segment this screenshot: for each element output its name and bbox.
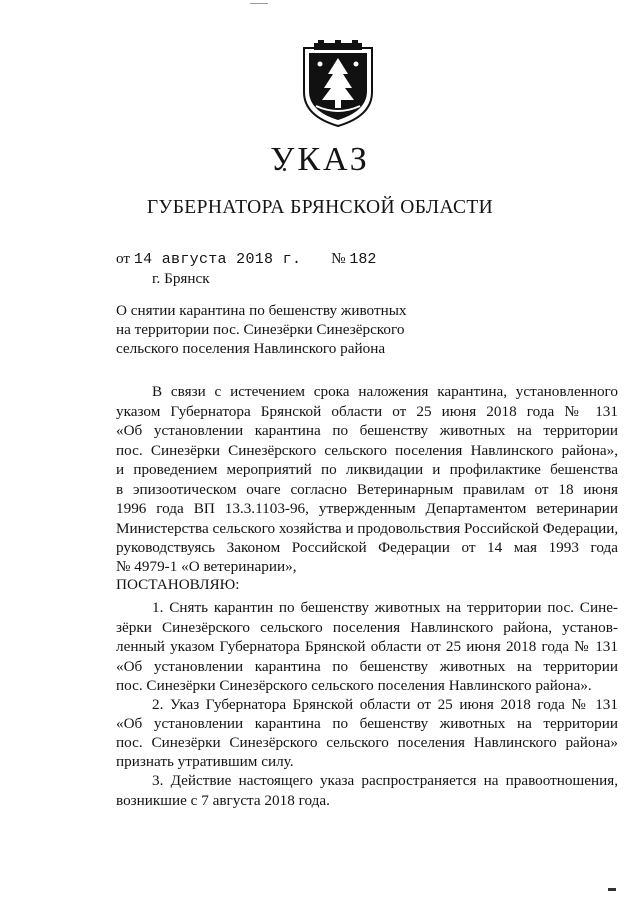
document-title: УКАЗ <box>270 141 370 178</box>
item-1-line-2: зёрки Синезёрского сельского поселения Навлинского района, установ- <box>116 619 618 636</box>
decree-word: ПОСТАНОВЛЯЮ: <box>116 576 240 593</box>
item-1-line-4: «Об установлении карантина по бешенству животных на территории <box>116 658 618 675</box>
number-prefix: № <box>331 250 346 267</box>
coat-of-arms-icon <box>300 40 376 128</box>
item-2-line-2: «Об установлении карантина по бешенству животных на территории <box>116 715 618 732</box>
item-2-line-1: 2. Указ Губернатора Брянской области от 25 июня 2018 года № 131 <box>152 696 618 713</box>
preamble-line-7: 1996 года ВП 13.3.1103-96, утвержденным Департаментом ветеринарии <box>116 500 618 517</box>
date-value: 14 августа 2018 г. <box>133 251 302 268</box>
date-line <box>116 250 376 269</box>
city: г. Брянск <box>152 270 210 287</box>
scan-artifact-top <box>250 3 268 4</box>
item-1-line-5: пос. Синезёрки Синезёрского сельского поселения Навлинского района». <box>116 677 592 694</box>
preamble-line-1: В связи с истечением срока наложения карантина, установленного <box>152 383 618 400</box>
item-3-line-1: 3. Действие настоящего указа распространяется на правоотношения, <box>152 772 618 789</box>
item-1-line-1: 1. Снять карантин по бешенству животных на территории пос. Сине- <box>152 599 618 616</box>
number-value: 182 <box>349 251 377 268</box>
item-2-line-4: признать утратившим силу. <box>116 753 294 770</box>
item-3-line-2: возникшие с 7 августа 2018 года. <box>116 792 330 809</box>
subject-line-3: сельского поселения Навлинского района <box>116 340 386 357</box>
preamble-line-4: пос. Синезёрки Синезёрского сельского поселения Навлинского района», <box>116 442 618 459</box>
subject-line-2: на территории пос. Синезёрки Синезёрского <box>116 321 405 338</box>
scan-artifact-bottom <box>608 888 616 891</box>
preamble-line-10: № 4979-1 «О ветеринарии», <box>116 558 297 575</box>
document-subtitle: ГУБЕРНАТОРА БРЯНСКОЙ ОБЛАСТИ <box>146 197 494 218</box>
item-1-line-3: ленный указом Губернатора Брянской области от 25 июня 2018 года № 131 <box>116 638 618 655</box>
item-2-line-3: пос. Синезёрки Синезёрского сельского поселения Навлинского района» <box>116 734 618 751</box>
preamble-line-9: руководствуясь Законом Российской Федерации от 14 мая 1993 года <box>116 539 618 556</box>
subject-line-1: О снятии карантина по бешенству животных <box>116 302 407 319</box>
preamble-line-8: Министерства сельского хозяйства и продовольствия Российской Федерации, <box>116 520 619 537</box>
preamble-line-6: в эпизоотическом очаге согласно Ветеринарным правилам от 18 июня <box>116 481 618 498</box>
preamble-line-3: «Об установлении карантина по бешенству животных на территории <box>116 422 618 439</box>
preamble-line-5: и проведением мероприятий по ликвидации и профилактике бешенства <box>116 461 618 478</box>
preamble-line-2: указом Губернатора Брянской области от 25 июня 2018 года № 131 <box>116 403 618 420</box>
date-prefix: от <box>116 250 131 267</box>
